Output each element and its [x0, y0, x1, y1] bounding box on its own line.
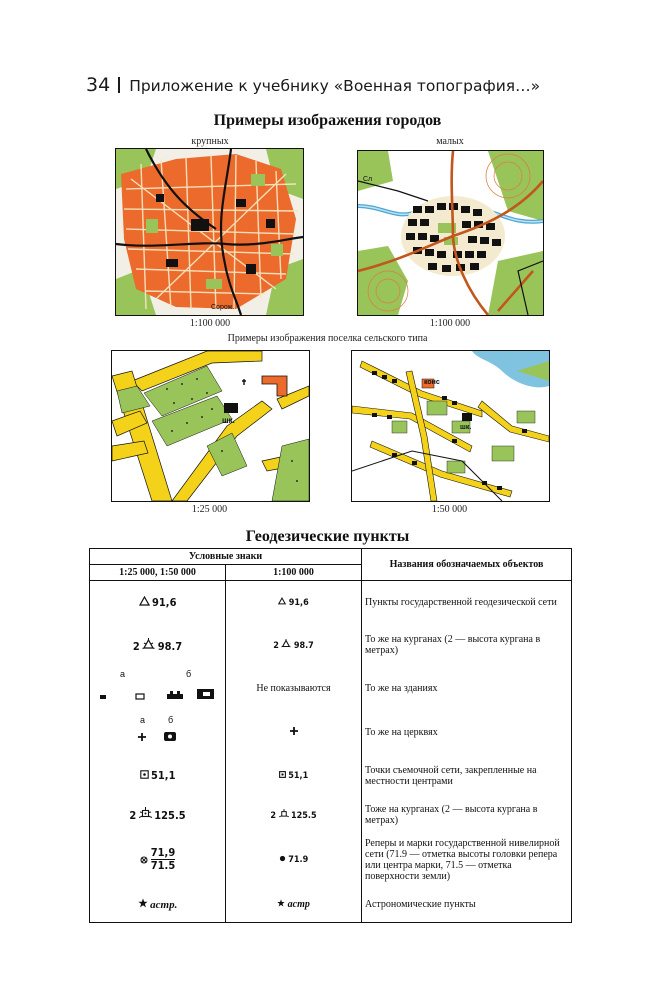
names-header: Названия обозначаемых объектов	[362, 549, 572, 581]
label-a: а	[120, 668, 126, 679]
symbol-small: астр	[226, 887, 362, 923]
church-point-icon	[90, 729, 226, 747]
village-right-label-2: шк.	[460, 424, 472, 431]
village-map-25000-graphic	[112, 351, 309, 501]
triangle-icon	[139, 596, 150, 606]
row-description: То же на курганах (2 — высота кургана в метрах)	[362, 624, 572, 667]
row-description: Пункты государственной геодезической сети	[362, 581, 572, 624]
scale-large-header: 1:25 000, 1:50 000	[90, 565, 226, 581]
survey-point-icon	[279, 771, 286, 778]
symbol-large: 2 125.5	[90, 797, 226, 833]
table-row	[90, 755, 572, 797]
small-cities-scale: 1:100 000	[429, 318, 471, 329]
label-a: а	[140, 714, 146, 725]
symbol-large: 51,1	[90, 755, 226, 797]
large-map-label: Сорож.	[211, 304, 235, 311]
symbols-header: Условные знаки	[90, 549, 362, 565]
symbol-small	[226, 711, 362, 755]
village-left-label: шк.	[222, 416, 235, 425]
page-number: 34	[86, 74, 111, 96]
row-description: Точки съемочной сети, закрепленные на местности центрами	[362, 755, 572, 797]
mound-survey-icon	[279, 809, 289, 818]
symbol-large: 71,9 71.5	[90, 833, 226, 887]
mound-triangle-icon	[281, 639, 291, 648]
village-left-scale: 1:25 000	[191, 504, 228, 515]
label-b: б	[168, 714, 174, 725]
mound-triangle-icon	[142, 638, 155, 650]
table-row	[90, 833, 572, 887]
table-row	[90, 624, 572, 667]
benchmark-icon	[279, 855, 286, 862]
benchmark-icon	[140, 856, 148, 864]
row-description: Тоже на курганах (2 — высота кургана в метрах)	[362, 797, 572, 833]
small-city-map-graphic	[358, 151, 543, 315]
symbol-small: 71.9	[226, 833, 362, 887]
symbol-small: 2 98.7	[226, 624, 362, 667]
book-title: Приложение к учебнику «Военная топография…»	[129, 77, 541, 95]
symbol-large	[90, 667, 226, 711]
large-cities-scale: 1:100 000	[189, 318, 231, 329]
geodesic-section-title: Геодезические пункты	[245, 528, 410, 545]
large-city-map	[115, 148, 304, 316]
villages-section-title: Примеры изображения поселка сельского типа	[227, 333, 428, 344]
geodesic-table	[89, 548, 572, 923]
table-row	[90, 711, 572, 755]
symbol-large: 91,6	[90, 581, 226, 624]
village-right-scale: 1:50 000	[431, 504, 468, 515]
small-cities-label: малых	[436, 136, 464, 147]
village-map-50000	[351, 350, 550, 502]
cross-icon	[289, 726, 299, 736]
small-map-label: Сл	[363, 176, 373, 183]
label-b: б	[186, 668, 192, 679]
survey-point-icon	[140, 770, 149, 779]
table-row	[90, 797, 572, 833]
mound-survey-icon	[139, 807, 152, 819]
small-city-map	[357, 150, 544, 316]
row-description: То же на зданиях	[362, 667, 572, 711]
cities-section-title: Примеры изображения городов	[213, 112, 442, 129]
header-divider	[118, 77, 120, 93]
star-icon	[277, 899, 285, 907]
scale-small-header: 1:100 000	[226, 565, 362, 581]
village-map-25000	[111, 350, 310, 502]
village-map-50000-graphic	[352, 351, 549, 501]
building-point-icon	[90, 687, 226, 707]
row-description: Реперы и марки государственной нивелирной сети (71.9 — отметка высоты головки репера или центра марки, 71.5 — отметка поверхности земли)	[362, 833, 572, 887]
row-description: Астрономические пункты	[362, 887, 572, 923]
table-row	[90, 667, 572, 711]
table-row	[90, 581, 572, 624]
not-shown-text: Не показываются	[226, 667, 362, 711]
large-cities-label: крупных	[191, 136, 229, 147]
star-icon	[138, 898, 148, 908]
symbol-small: 91,6	[226, 581, 362, 624]
village-right-label: конс	[424, 379, 440, 386]
page-header	[86, 74, 540, 96]
triangle-icon	[278, 597, 286, 605]
row-description: То же на церквях	[362, 711, 572, 755]
symbol-small: 51,1	[226, 755, 362, 797]
symbol-small: 2 125.5	[226, 797, 362, 833]
table-row	[90, 887, 572, 923]
symbol-large: астр.	[90, 887, 226, 923]
large-city-map-graphic	[116, 149, 303, 315]
symbol-large	[90, 711, 226, 755]
symbol-large: 2 98.7	[90, 624, 226, 667]
